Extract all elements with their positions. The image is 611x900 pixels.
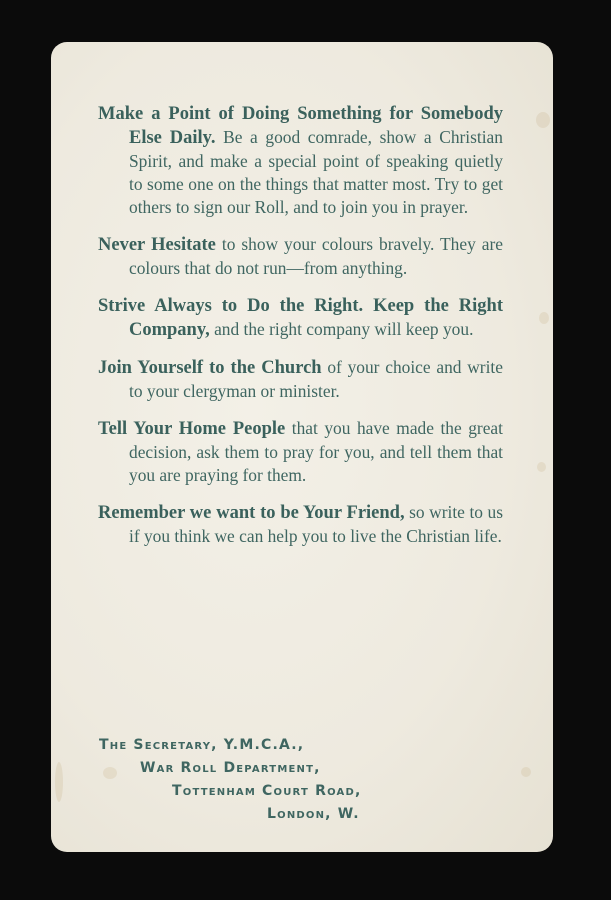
foxing-stain [521, 767, 531, 777]
address-block [99, 734, 361, 826]
foxing-stain [537, 462, 546, 472]
address-line: War Roll Department, [140, 760, 321, 776]
card-text [98, 102, 503, 562]
card [51, 42, 553, 852]
paragraph-friend [98, 501, 503, 548]
paragraph-daily [98, 102, 503, 219]
paragraph-body: to show your colours bravely. They are colours that do not run—from anything. [129, 234, 503, 278]
paragraph-lead: Never Hesitate [98, 235, 216, 255]
foxing-stain [539, 312, 549, 324]
address-line: Tottenham Court Road, [172, 783, 362, 799]
paragraph-colours [98, 233, 503, 280]
address-line: London, W. [267, 806, 360, 822]
address-line: The Secretary, Y.M.C.A., [99, 737, 305, 753]
paragraph-lead: Make a Point of Doing Something for Somebody Else Daily. [98, 104, 503, 148]
paragraph-church [98, 356, 503, 403]
paragraph-right [98, 294, 503, 342]
paragraph-lead: Join Yourself to the Church [98, 358, 322, 378]
paragraph-body: that you have made the great decision, ask them to pray for you, and tell them that you are praying for them. [129, 418, 503, 485]
paragraph-body: and the right company will keep you. [214, 319, 474, 339]
paragraph-lead: Tell Your Home People [98, 419, 286, 439]
foxing-stain [536, 112, 550, 128]
paragraph-body: so write to us if you think we can help you to live the Christian life. [129, 502, 503, 546]
paragraph-lead: Remember we want to be Your Friend, [98, 503, 405, 523]
paragraph-body: of your choice and write to your clergyman or minister. [129, 357, 503, 401]
foxing-stain [55, 762, 63, 802]
paragraph-body: Be a good comrade, show a Christian Spirit, and make a special point of speaking quietly to some one on the things that matter most. Try to get others to sign our Roll, and to join you in prayer. [129, 127, 503, 217]
paragraph-home [98, 417, 503, 487]
paragraph-lead: Strive Always to Do the Right. Keep the Right Company, [98, 296, 503, 340]
